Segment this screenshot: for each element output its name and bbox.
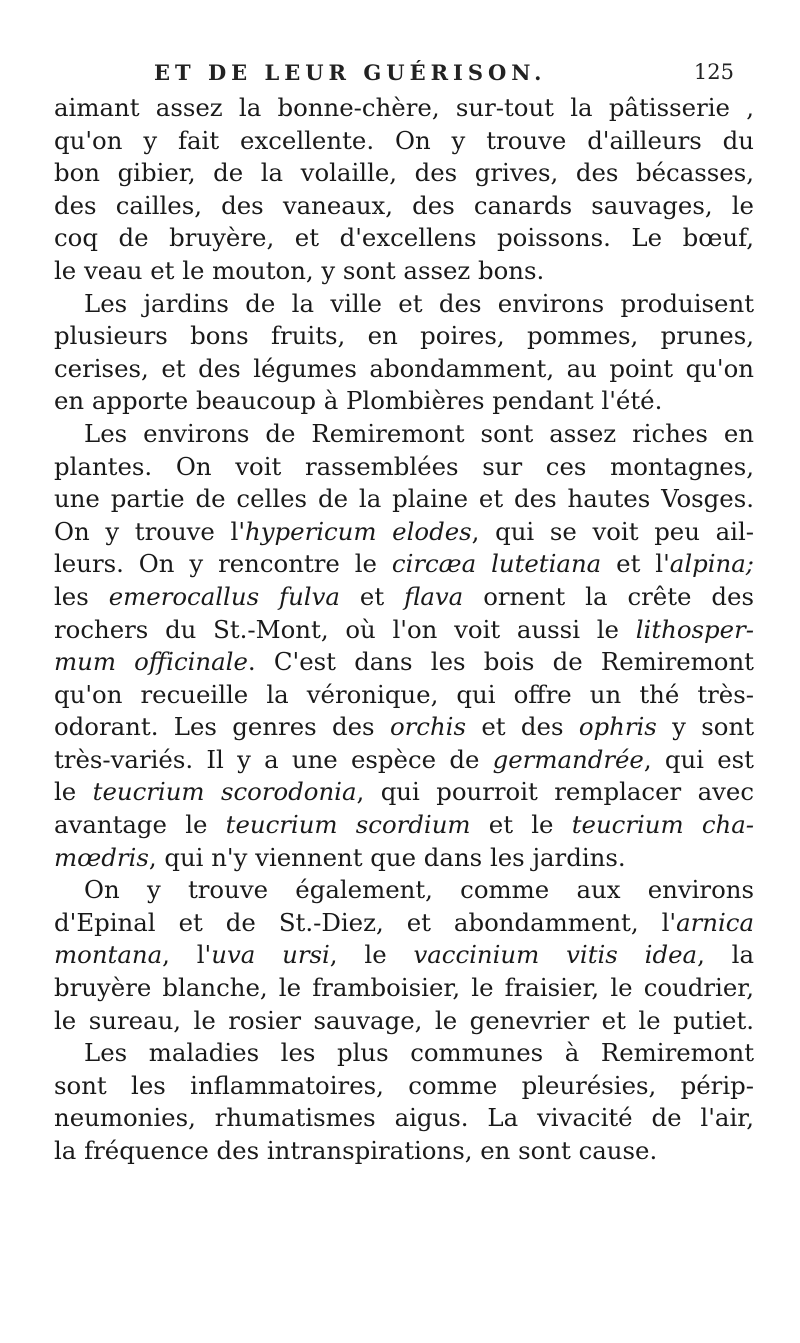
running-head	[54, 60, 734, 90]
text-segment: Les environs de Remiremont sont assez riches en	[84, 418, 754, 448]
text-line	[54, 483, 754, 516]
page-number: 125	[693, 60, 734, 84]
text-line	[54, 1037, 754, 1070]
italic-term: flava	[404, 581, 464, 611]
text-segment: rochers du St.-Mont, où l'on voit aussi le	[54, 614, 636, 644]
text-line	[54, 614, 754, 647]
text-line	[54, 157, 754, 190]
italic-term: teucrium scorodonia	[92, 777, 357, 807]
text-line	[54, 744, 754, 777]
text-segment: . C'est dans les bois de Remiremont	[247, 647, 754, 677]
text-segment: On y trouve l'	[54, 516, 246, 546]
text-segment: y sont	[656, 712, 755, 742]
text-line	[54, 809, 754, 842]
text-segment: bruyère blanche, le framboisier, le fraisier, le coudrier,	[54, 973, 754, 1003]
text-segment: , la	[697, 940, 755, 970]
text-segment: , l'	[162, 940, 212, 970]
text-segment: , qui est	[643, 744, 754, 774]
text-segment: ornent la crête des	[463, 581, 754, 611]
text-segment: , qui n'y viennent que dans les jardins.	[148, 842, 626, 872]
text-segment: plusieurs bons fruits, en poires, pommes, prunes,	[54, 321, 754, 351]
italic-term: teucrium cha-	[571, 810, 754, 840]
text-line	[54, 92, 754, 125]
italic-term: arnica	[676, 907, 754, 937]
text-line	[54, 1005, 754, 1038]
italic-term: ophris	[578, 712, 657, 742]
italic-term: germandrée	[492, 744, 644, 774]
italic-term: alpina;	[669, 549, 755, 579]
text-segment: cerises, et des légumes abondamment, au point qu'on	[54, 353, 754, 383]
italic-term: orchis	[389, 712, 466, 742]
text-segment: d'Epinal et de St.-Diez, et abondamment, l'	[54, 907, 677, 937]
text-segment: et des	[465, 712, 579, 742]
text-line	[54, 125, 754, 158]
text-line	[54, 874, 754, 907]
text-line	[54, 190, 754, 223]
text-line	[54, 907, 754, 940]
text-segment: et	[339, 581, 405, 611]
body-text	[54, 92, 754, 1168]
italic-term: teucrium scordium	[225, 810, 471, 840]
text-segment: , le	[329, 940, 414, 970]
text-segment: neumonies, rhumatismes aigus. La vivacité de l'air,	[54, 1103, 754, 1133]
text-line	[54, 776, 754, 809]
text-segment: les	[54, 581, 109, 611]
text-line	[54, 842, 754, 875]
text-segment: aimant assez la bonne-chère, sur-tout la pâtisserie ,	[54, 93, 754, 122]
italic-term: emerocallus fulva	[108, 581, 340, 611]
text-segment: Les jardins de la ville et des environs produisent	[84, 288, 754, 318]
text-segment: en apporte beaucoup à Plombières pendant l'été.	[54, 386, 663, 416]
italic-term: vaccinium vitis idea	[413, 940, 698, 970]
text-line	[54, 939, 754, 972]
text-line	[54, 516, 754, 549]
italic-term: lithosper-	[635, 614, 754, 644]
text-segment: On y trouve également, comme aux environs	[84, 875, 754, 905]
text-segment: plantes. On voit rassemblées sur ces montagnes,	[54, 451, 754, 481]
text-line	[54, 385, 754, 418]
text-segment: très-variés. Il y a une espèce de	[54, 744, 493, 774]
text-line	[54, 711, 754, 744]
text-line	[54, 320, 754, 353]
italic-term: mœdris	[54, 842, 149, 872]
text-line	[54, 451, 754, 484]
text-line	[54, 1070, 754, 1103]
text-segment: la fréquence des intranspirations, en sont cause.	[54, 1136, 658, 1165]
text-segment: qu'on y fait excellente. On y trouve d'ailleurs du	[54, 125, 754, 155]
text-segment: coq de bruyère, et d'excellens poissons. Le bœuf,	[54, 223, 754, 253]
text-line	[54, 972, 754, 1005]
text-segment: odorant. Les genres des	[54, 712, 390, 742]
italic-term: hypericum elodes	[245, 516, 472, 546]
text-segment: et le	[470, 810, 572, 840]
text-segment: avantage le	[54, 810, 226, 840]
italic-term: mum officinale	[54, 647, 248, 677]
text-line	[54, 1135, 754, 1168]
text-segment: Les maladies les plus communes à Remiremont	[84, 1038, 754, 1068]
text-segment: bon gibier, de la volaille, des grives, des bécasses,	[54, 158, 754, 188]
italic-term: montana	[54, 940, 163, 970]
text-segment: une partie de celles de la plaine et des hautes Vosges.	[54, 484, 754, 514]
text-segment: le veau et le mouton, y sont assez bons.	[54, 255, 545, 285]
text-segment: le sureau, le rosier sauvage, le genevrier et le putiet.	[54, 1005, 754, 1035]
text-segment: , qui pourroit remplacer avec	[356, 777, 754, 807]
text-line	[54, 679, 754, 712]
text-segment: leurs. On y rencontre le	[54, 549, 392, 579]
text-line	[54, 646, 754, 679]
text-segment: et l'	[601, 549, 670, 579]
text-segment: sont les inflammatoires, comme pleurésies, périp-	[54, 1070, 754, 1100]
text-line	[54, 418, 754, 451]
text-line	[54, 353, 754, 386]
text-segment: le	[54, 777, 93, 807]
text-line	[54, 581, 754, 614]
text-segment: des cailles, des vaneaux, des canards sauvages, le	[54, 190, 754, 220]
text-line	[54, 1102, 754, 1135]
italic-term: circæa lutetiana	[391, 549, 602, 579]
italic-term: uva ursi	[211, 940, 330, 970]
text-line	[54, 548, 754, 581]
text-segment: qu'on recueille la véronique, qui offre un thé très-	[54, 679, 754, 709]
text-segment: , qui se voit peu ail-	[471, 516, 754, 546]
text-line	[54, 255, 754, 288]
text-line	[54, 288, 754, 321]
text-line	[54, 222, 754, 255]
running-title: ET DE LEUR GUÉRISON.	[154, 60, 547, 85]
